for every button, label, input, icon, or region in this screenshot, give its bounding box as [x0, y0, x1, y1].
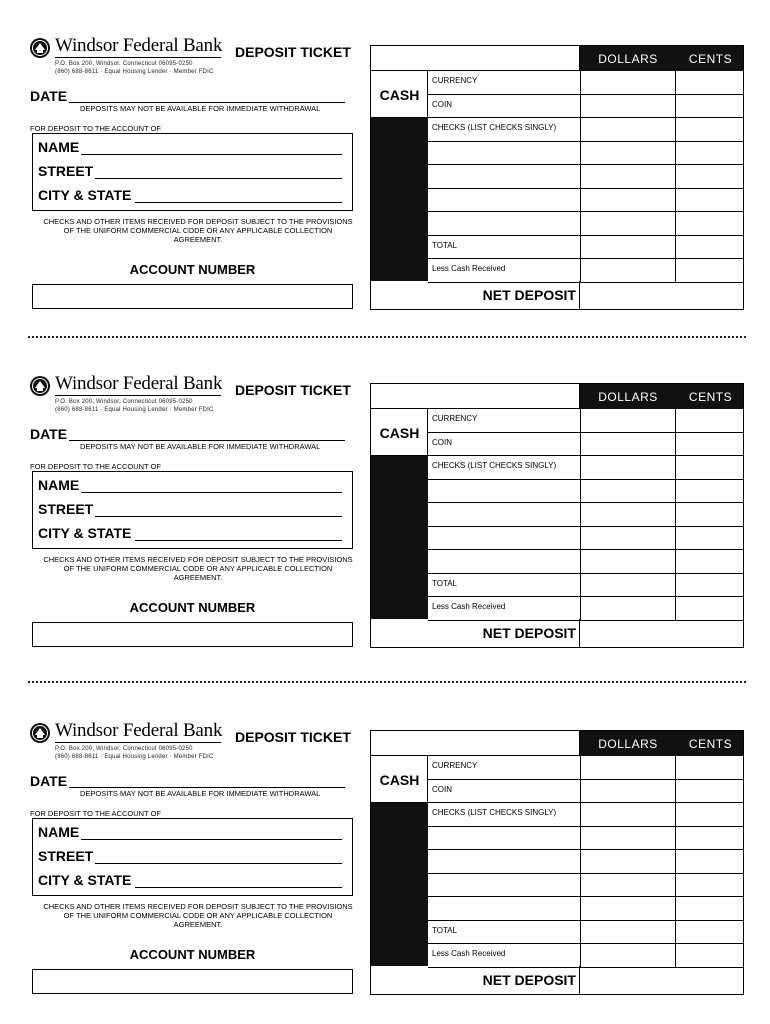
dollars-header: DOLLARS	[598, 52, 658, 66]
cents-cell[interactable]	[675, 756, 676, 779]
legal-notice: CHECKS AND OTHER ITEMS RECEIVED FOR DEPOSIT SUBJECT TO THE PROVISIONS OF THE UNIFORM COMMERCIAL CODE OR ANY APPLICABLE COLLECTION AGREEMENT.	[43, 902, 353, 929]
name-field[interactable]	[81, 154, 342, 155]
bank-logo	[29, 722, 229, 762]
total-label: TOTAL	[432, 240, 458, 250]
net-deposit-row	[371, 619, 743, 647]
bank-contact: (860) 688-8611 · Equal Housing Lender · Member FDIC	[55, 754, 214, 760]
amount-table	[370, 383, 744, 648]
date-field[interactable]	[69, 440, 345, 441]
cents-cell[interactable]	[675, 897, 676, 920]
amount-header	[580, 731, 743, 756]
dollars-cell[interactable]	[580, 165, 581, 188]
cents-cell[interactable]	[675, 827, 676, 850]
amount-header	[580, 384, 743, 409]
account-number-field[interactable]	[32, 284, 353, 309]
cents-cell[interactable]	[675, 574, 676, 597]
account-number-field[interactable]	[32, 622, 353, 647]
net-deposit-amount-field[interactable]	[579, 619, 580, 647]
net-deposit-row	[371, 281, 743, 309]
dollars-cell[interactable]	[580, 236, 581, 259]
cash-cell	[371, 71, 428, 118]
check-entry-row[interactable]	[428, 527, 743, 551]
name-label: NAME	[38, 477, 80, 493]
coin-label: COIN	[432, 437, 452, 447]
for-deposit-label: FOR DEPOSIT TO THE ACCOUNT OF	[30, 462, 161, 471]
dollars-cell[interactable]	[580, 897, 581, 920]
bank-name: Windsor Federal Bank	[55, 720, 223, 741]
bank-address: P.O. Box 200, Windsor, Connecticut 06095-0250	[55, 746, 193, 752]
less-cash-label: Less Cash Received	[432, 264, 506, 273]
check-entry-row[interactable]	[428, 827, 743, 851]
check-entry-row[interactable]	[428, 189, 743, 213]
dollars-cell[interactable]	[580, 118, 581, 141]
ticket-title: DEPOSIT TICKET	[235, 729, 351, 745]
coin-row[interactable]	[428, 433, 743, 457]
cash-label: CASH	[379, 87, 420, 103]
name-label: NAME	[38, 139, 80, 155]
availability-note: DEPOSITS MAY NOT BE AVAILABLE FOR IMMEDIATE WITHDRAWAL	[80, 789, 321, 798]
street-label: STREET	[38, 848, 94, 864]
date-label: DATE	[30, 88, 68, 104]
dollars-cell[interactable]	[580, 259, 581, 282]
for-deposit-label: FOR DEPOSIT TO THE ACCOUNT OF	[30, 124, 161, 133]
less-cash-row[interactable]	[428, 944, 743, 968]
dollars-cell[interactable]	[580, 921, 581, 944]
dollars-cell[interactable]	[580, 189, 581, 212]
check-entry-row[interactable]	[428, 850, 743, 874]
dollars-cell[interactable]	[580, 850, 581, 873]
dollars-cell[interactable]	[580, 433, 581, 456]
street-label: STREET	[38, 501, 94, 517]
dollars-cell[interactable]	[580, 503, 581, 526]
coin-row[interactable]	[428, 95, 743, 119]
dollars-header: DOLLARS	[598, 737, 658, 751]
currency-row[interactable]	[428, 756, 743, 780]
legal-notice: CHECKS AND OTHER ITEMS RECEIVED FOR DEPOSIT SUBJECT TO THE PROVISIONS OF THE UNIFORM COMMERCIAL CODE OR ANY APPLICABLE COLLECTION AGREEMENT.	[43, 555, 353, 582]
check-entry-row[interactable]	[428, 550, 743, 574]
net-deposit-label: NET DEPOSIT	[482, 287, 576, 303]
cents-cell[interactable]	[675, 433, 676, 456]
coin-row[interactable]	[428, 780, 743, 804]
coin-label: COIN	[432, 784, 452, 794]
cents-cell[interactable]	[675, 165, 676, 188]
cents-cell[interactable]	[675, 236, 676, 259]
bank-name: Windsor Federal Bank	[55, 373, 223, 394]
ticket-title: DEPOSIT TICKET	[235, 382, 351, 398]
cents-cell[interactable]	[675, 259, 676, 282]
net-deposit-row	[371, 966, 743, 994]
checks-row[interactable]	[428, 803, 743, 827]
checks-side-block	[371, 456, 428, 619]
total-row[interactable]	[428, 921, 743, 945]
check-entry-row[interactable]	[428, 212, 743, 236]
account-holder-box	[32, 818, 353, 896]
cents-cell[interactable]	[675, 71, 676, 94]
cents-cell[interactable]	[675, 597, 676, 620]
date-field[interactable]	[69, 787, 345, 788]
amount-table	[370, 45, 744, 310]
less-cash-label: Less Cash Received	[432, 602, 506, 611]
checks-label: CHECKS (LIST CHECKS SINGLY)	[432, 123, 557, 132]
street-field[interactable]	[95, 516, 342, 517]
dollars-cell[interactable]	[580, 574, 581, 597]
net-deposit-amount-field[interactable]	[579, 966, 580, 994]
availability-note: DEPOSITS MAY NOT BE AVAILABLE FOR IMMEDIATE WITHDRAWAL	[80, 104, 321, 113]
currency-label: CURRENCY	[432, 761, 478, 770]
total-label: TOTAL	[432, 578, 458, 588]
legal-notice: CHECKS AND OTHER ITEMS RECEIVED FOR DEPOSIT SUBJECT TO THE PROVISIONS OF THE UNIFORM COMMERCIAL CODE OR ANY APPLICABLE COLLECTION AGREEMENT.	[43, 217, 353, 244]
cents-cell[interactable]	[675, 480, 676, 503]
dollars-cell[interactable]	[580, 71, 581, 94]
city-state-field[interactable]	[135, 887, 342, 888]
net-deposit-amount-field[interactable]	[579, 281, 580, 309]
account-number-label: ACCOUNT NUMBER	[129, 600, 256, 615]
cash-cell	[371, 409, 428, 456]
availability-note: DEPOSITS MAY NOT BE AVAILABLE FOR IMMEDIATE WITHDRAWAL	[80, 442, 321, 451]
street-field[interactable]	[95, 863, 342, 864]
cents-header: CENTS	[688, 737, 733, 751]
dollars-cell[interactable]	[580, 550, 581, 573]
city-state-field[interactable]	[135, 202, 342, 203]
account-number-field[interactable]	[32, 969, 353, 994]
header-blank	[371, 384, 580, 409]
account-number-label: ACCOUNT NUMBER	[129, 262, 256, 277]
deposit-ticket	[0, 722, 770, 1022]
name-label: NAME	[38, 824, 80, 840]
checks-row[interactable]	[428, 456, 743, 480]
dollars-cell[interactable]	[580, 212, 581, 235]
dollars-cell[interactable]	[580, 142, 581, 165]
bank-name-underline	[55, 57, 221, 58]
cash-label: CASH	[379, 772, 420, 788]
cents-cell[interactable]	[675, 780, 676, 803]
city-state-field[interactable]	[135, 540, 342, 541]
deposit-ticket	[0, 37, 770, 337]
cents-cell[interactable]	[675, 803, 676, 826]
cents-cell[interactable]	[675, 189, 676, 212]
bank-contact: (860) 688-8611 · Equal Housing Lender · Member FDIC	[55, 407, 214, 413]
checks-side-block	[371, 803, 428, 966]
name-field[interactable]	[81, 839, 342, 840]
date-label: DATE	[30, 773, 68, 789]
cents-cell[interactable]	[675, 142, 676, 165]
cents-header: CENTS	[688, 390, 733, 404]
cents-cell[interactable]	[675, 874, 676, 897]
street-label: STREET	[38, 163, 94, 179]
dollars-cell[interactable]	[580, 827, 581, 850]
cash-label: CASH	[379, 425, 420, 441]
bank-address: P.O. Box 200, Windsor, Connecticut 06095-0250	[55, 399, 193, 405]
dollars-cell[interactable]	[580, 780, 581, 803]
date-label: DATE	[30, 426, 68, 442]
amount-table	[370, 730, 744, 995]
check-entry-row[interactable]	[428, 165, 743, 189]
cents-cell[interactable]	[675, 409, 676, 432]
bank-seal-icon	[29, 37, 51, 59]
cut-line	[28, 336, 746, 338]
dollars-cell[interactable]	[580, 527, 581, 550]
total-label: TOTAL	[432, 925, 458, 935]
date-field[interactable]	[69, 102, 345, 103]
total-row[interactable]	[428, 574, 743, 598]
cents-cell[interactable]	[675, 118, 676, 141]
city-state-label: CITY & STATE	[38, 525, 132, 541]
net-deposit-label: NET DEPOSIT	[482, 972, 576, 988]
less-cash-label: Less Cash Received	[432, 949, 506, 958]
dollars-cell[interactable]	[580, 874, 581, 897]
bank-seal-icon	[29, 375, 51, 397]
dollars-cell[interactable]	[580, 756, 581, 779]
dollars-cell[interactable]	[580, 803, 581, 826]
currency-label: CURRENCY	[432, 76, 478, 85]
currency-row[interactable]	[428, 409, 743, 433]
currency-row[interactable]	[428, 71, 743, 95]
check-entry-row[interactable]	[428, 480, 743, 504]
account-holder-box	[32, 133, 353, 211]
deposit-ticket	[0, 375, 770, 675]
name-field[interactable]	[81, 492, 342, 493]
street-field[interactable]	[95, 178, 342, 179]
currency-label: CURRENCY	[432, 414, 478, 423]
check-entry-row[interactable]	[428, 142, 743, 166]
check-entry-row[interactable]	[428, 503, 743, 527]
city-state-label: CITY & STATE	[38, 872, 132, 888]
cents-cell[interactable]	[675, 456, 676, 479]
header-blank	[371, 46, 580, 71]
cents-cell[interactable]	[675, 944, 676, 967]
header-blank	[371, 731, 580, 756]
checks-label: CHECKS (LIST CHECKS SINGLY)	[432, 808, 557, 817]
total-row[interactable]	[428, 236, 743, 260]
bank-seal-icon	[29, 722, 51, 744]
ticket-title: DEPOSIT TICKET	[235, 44, 351, 60]
dollars-cell[interactable]	[580, 944, 581, 967]
cents-cell[interactable]	[675, 212, 676, 235]
cents-header: CENTS	[688, 52, 733, 66]
account-holder-box	[32, 471, 353, 549]
dollars-cell[interactable]	[580, 409, 581, 432]
for-deposit-label: FOR DEPOSIT TO THE ACCOUNT OF	[30, 809, 161, 818]
checks-side-block	[371, 118, 428, 281]
bank-address: P.O. Box 200, Windsor, Connecticut 06095-0250	[55, 61, 193, 67]
account-number-label: ACCOUNT NUMBER	[129, 947, 256, 962]
dollars-cell[interactable]	[580, 480, 581, 503]
less-cash-row[interactable]	[428, 259, 743, 283]
cut-line	[28, 681, 746, 683]
less-cash-row[interactable]	[428, 597, 743, 621]
cents-cell[interactable]	[675, 550, 676, 573]
check-entry-row[interactable]	[428, 874, 743, 898]
cents-cell[interactable]	[675, 95, 676, 118]
net-deposit-label: NET DEPOSIT	[482, 625, 576, 641]
cents-cell[interactable]	[675, 921, 676, 944]
city-state-label: CITY & STATE	[38, 187, 132, 203]
checks-row[interactable]	[428, 118, 743, 142]
cents-cell[interactable]	[675, 503, 676, 526]
checks-label: CHECKS (LIST CHECKS SINGLY)	[432, 461, 557, 470]
cents-cell[interactable]	[675, 527, 676, 550]
dollars-header: DOLLARS	[598, 390, 658, 404]
coin-label: COIN	[432, 99, 452, 109]
bank-name-underline	[55, 742, 221, 743]
bank-logo	[29, 375, 229, 415]
bank-name: Windsor Federal Bank	[55, 35, 223, 56]
dollars-cell[interactable]	[580, 456, 581, 479]
cents-cell[interactable]	[675, 850, 676, 873]
dollars-cell[interactable]	[580, 597, 581, 620]
dollars-cell[interactable]	[580, 95, 581, 118]
bank-logo	[29, 37, 229, 77]
cash-cell	[371, 756, 428, 803]
amount-header	[580, 46, 743, 71]
bank-name-underline	[55, 395, 221, 396]
check-entry-row[interactable]	[428, 897, 743, 921]
bank-contact: (860) 688-8611 · Equal Housing Lender · Member FDIC	[55, 69, 214, 75]
